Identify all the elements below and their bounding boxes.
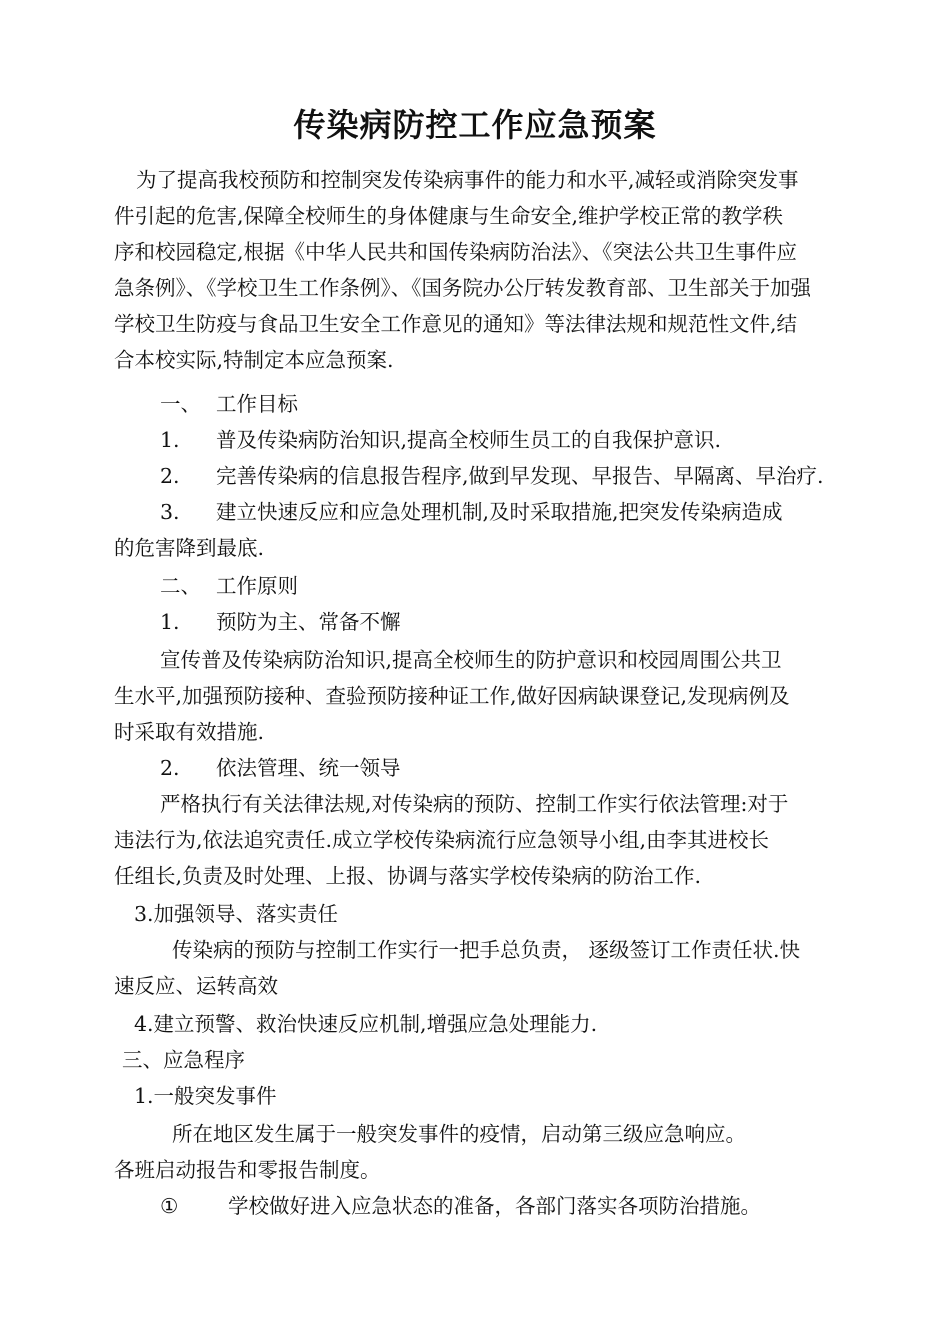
section-number: 二、: [160, 574, 201, 598]
document-title: 传染病防控工作应急预案: [293, 106, 657, 144]
body-line: 所在地区发生属于一般突发事件的疫情，启动第三级应急响应。: [172, 1122, 746, 1146]
subsection-heading: 3.加强领导、落实责任: [134, 902, 339, 926]
section-heading: 三、应急程序: [122, 1048, 245, 1072]
item-number: 1.: [160, 428, 180, 452]
intro-line: 合本校实际,特制定本应急预案.: [114, 348, 394, 372]
item-text: 普及传染病防治知识,提高全校师生员工的自我保护意识.: [216, 428, 722, 452]
subsection-heading: 预防为主、常备不懈: [216, 610, 401, 634]
item-number: 2.: [160, 464, 180, 488]
item-number: 2.: [160, 756, 180, 780]
intro-line: 件引起的危害,保障全校师生的身体健康与生命安全,维护学校正常的教学秩: [114, 204, 784, 228]
item-text-continued: 的危害降到最底.: [114, 536, 265, 560]
body-line: 严格执行有关法律法规,对传染病的预防、控制工作实行依法管理:对于: [160, 792, 789, 816]
body-line: 传染病的预防与控制工作实行一把手总负责， 逐级签订工作责任状.快: [172, 938, 801, 962]
body-line: 宣传普及传染病防治知识,提高全校师生的防护意识和校园周围公共卫: [160, 648, 782, 672]
subsection-heading: 依法管理、统一领导: [216, 756, 401, 780]
body-line: 任组长,负责及时处理、上报、协调与落实学校传染病的防治工作.: [114, 864, 702, 888]
item-text: 建立快速反应和应急处理机制,及时采取措施,把突发传染病造成: [216, 500, 783, 524]
intro-line: 为了提高我校预防和控制突发传染病事件的能力和水平,减轻或消除突发事: [136, 168, 799, 192]
subsection-heading: 4.建立预警、救治快速反应机制,增强应急处理能力.: [134, 1012, 598, 1036]
body-line: 违法行为,依法追究责任.成立学校传染病流行应急领导小组,由李其进校长: [114, 828, 770, 852]
body-line: 时采取有效措施.: [114, 720, 265, 744]
body-line: 生水平,加强预防接种、查验预防接种证工作,做好因病缺课登记,发现病例及: [114, 684, 790, 708]
item-text: 学校做好进入应急状态的准备，各部门落实各项防治措施。: [228, 1194, 761, 1218]
intro-line: 急条例》、《学校卫生工作条例》、《国务院办公厅转发教育部、卫生部关于加强: [114, 276, 811, 300]
section-number: 一、: [160, 392, 201, 416]
circled-item-number: ①: [160, 1194, 179, 1218]
body-line: 速反应、运转高效: [114, 974, 278, 998]
intro-line: 学校卫生防疫与食品卫生安全工作意见的通知》等法律法规和规范性文件,结: [114, 312, 798, 336]
section-heading: 工作原则: [216, 574, 298, 598]
subsection-heading: 1.一般突发事件: [134, 1084, 277, 1108]
body-line: 各班启动报告和零报告制度。: [114, 1158, 381, 1182]
section-heading: 工作目标: [216, 392, 298, 416]
item-text: 完善传染病的信息报告程序,做到早发现、早报告、早隔离、早治疗.: [216, 464, 824, 488]
intro-line: 序和校园稳定,根据《中华人民共和国传染病防治法》、《突法公共卫生事件应: [114, 240, 798, 264]
item-number: 1.: [160, 610, 180, 634]
item-number: 3.: [160, 500, 180, 524]
